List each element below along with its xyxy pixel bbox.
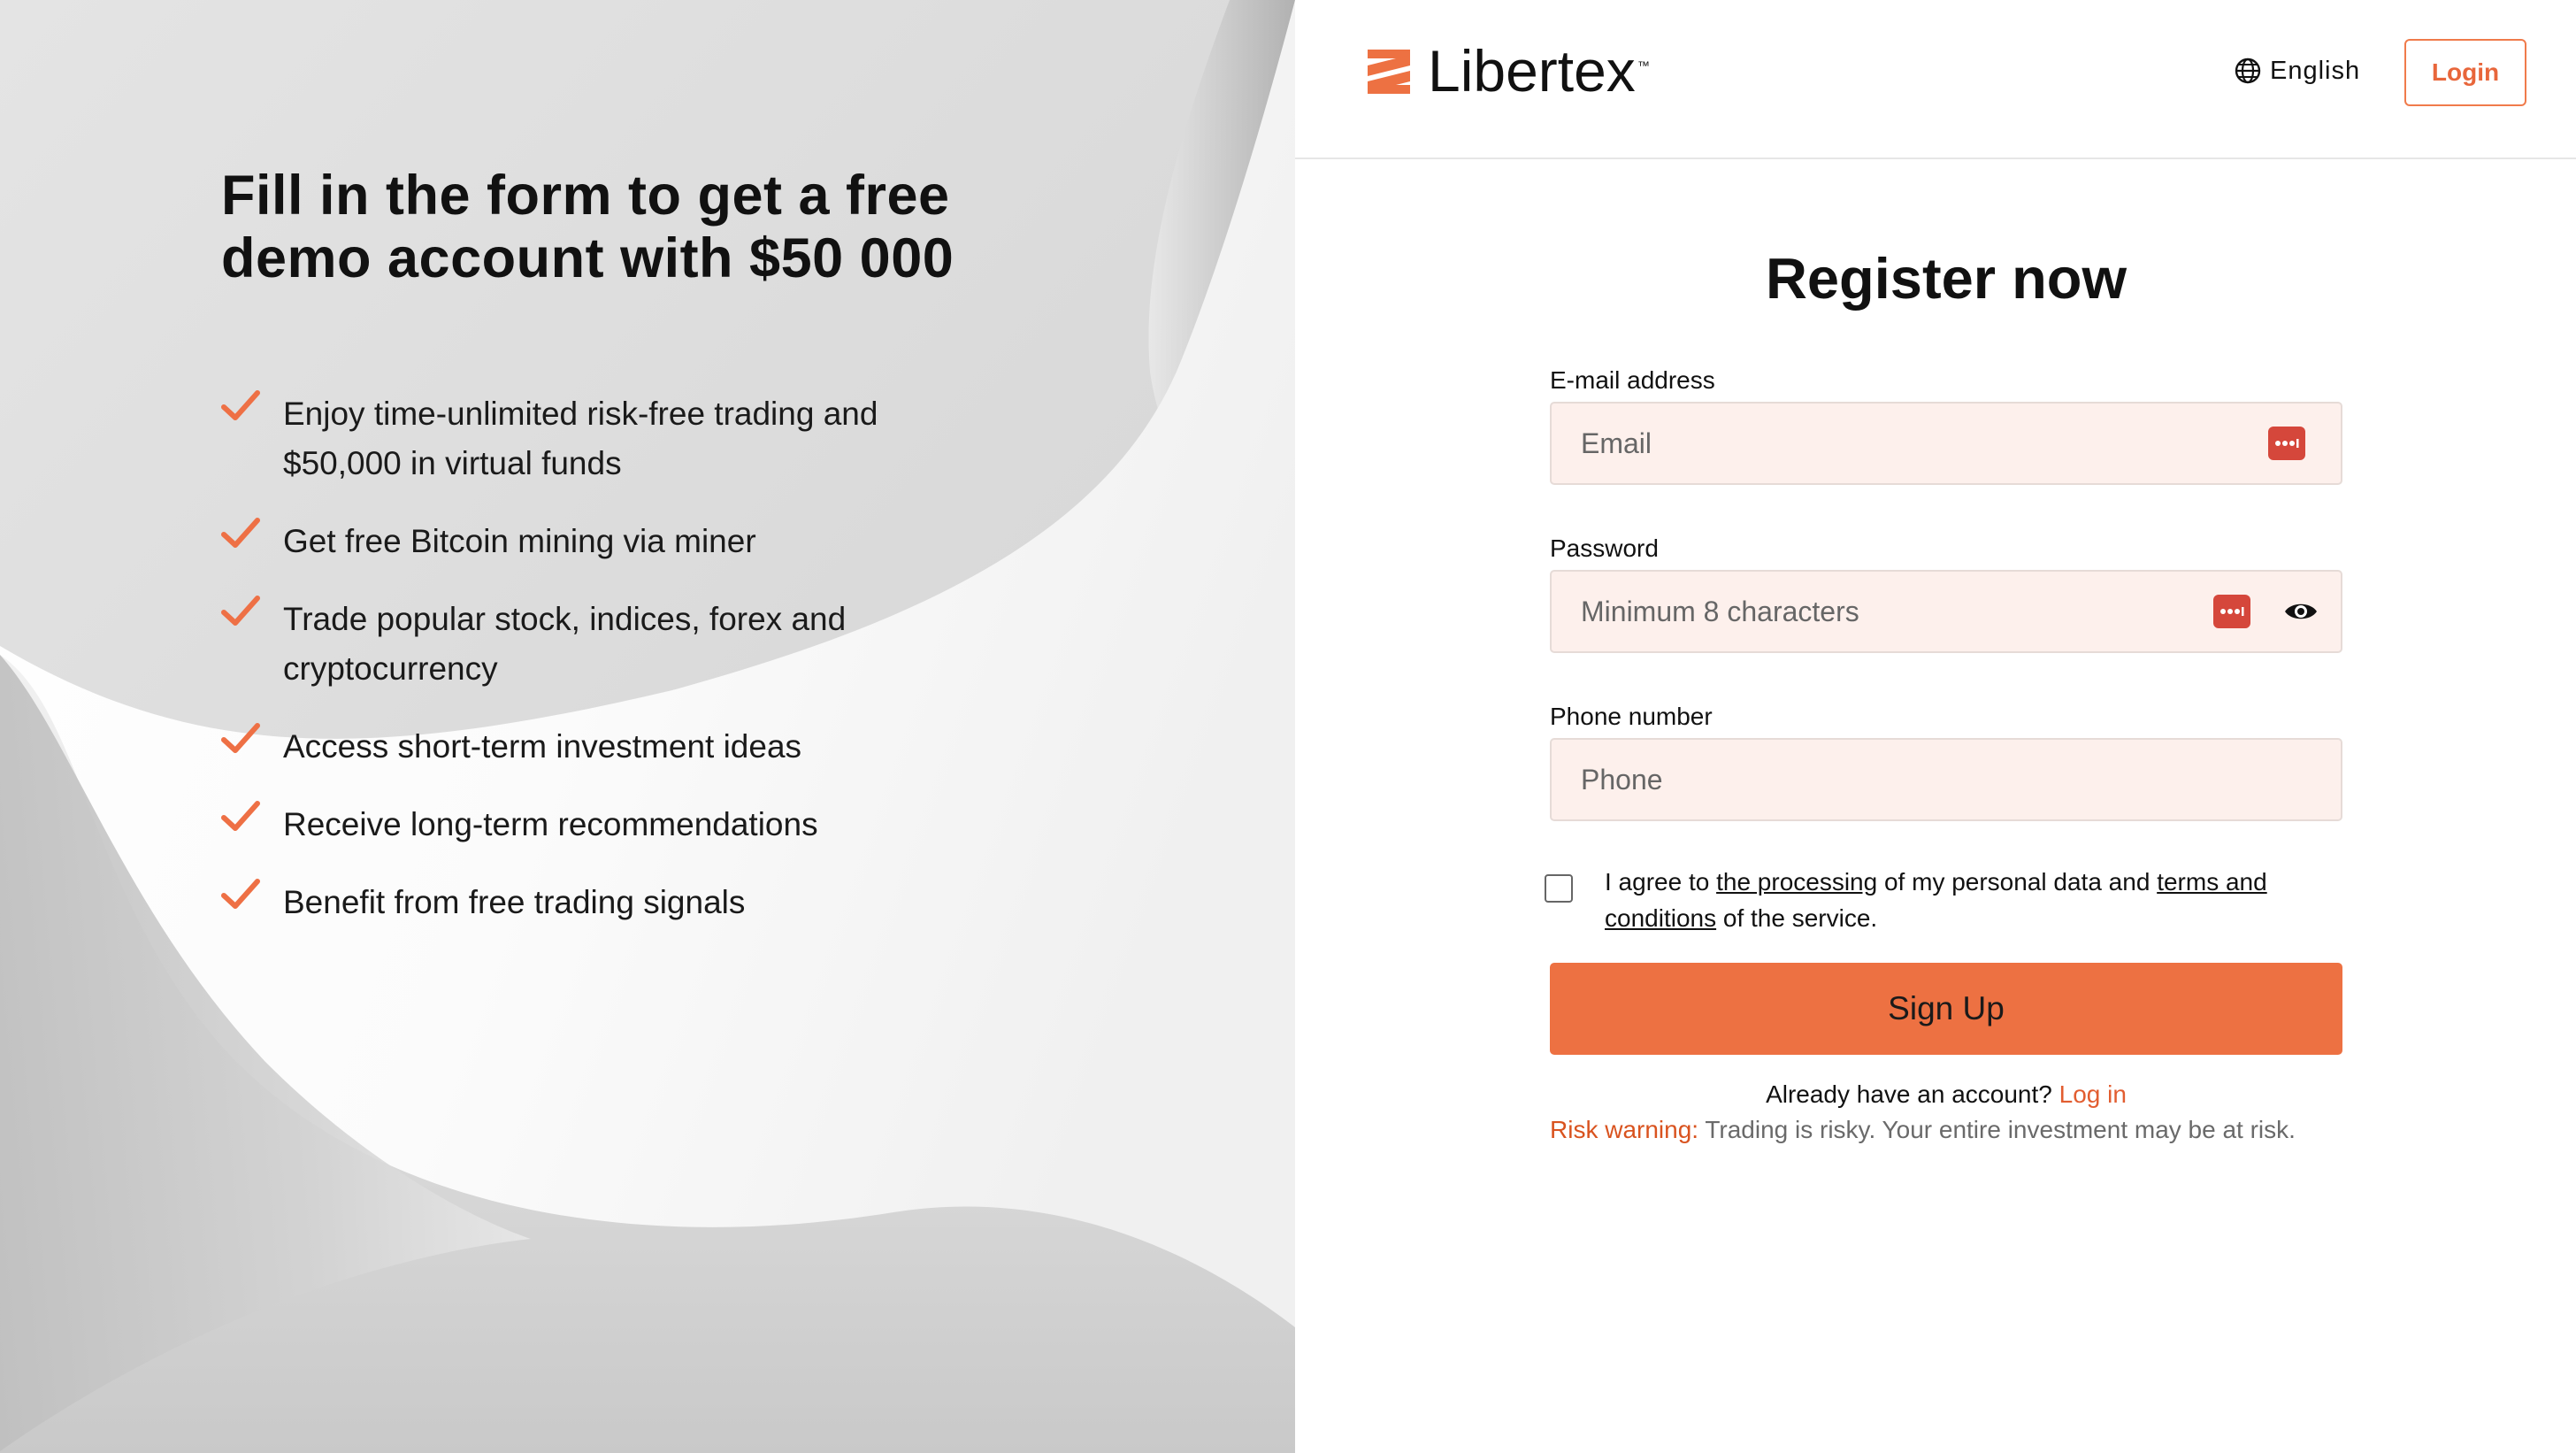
terms-link[interactable]: terms and conditions bbox=[1605, 868, 2267, 932]
promo-headline bbox=[221, 165, 1106, 290]
check-icon bbox=[221, 800, 260, 835]
check-icon bbox=[221, 878, 260, 913]
benefits-list bbox=[221, 389, 1017, 956]
benefit-item bbox=[221, 389, 1017, 488]
phone-label: Phone number bbox=[1550, 703, 1713, 730]
check-icon bbox=[221, 595, 260, 630]
password-field-group bbox=[1550, 531, 2342, 653]
email-input-wrap bbox=[1550, 402, 2342, 485]
sign-up-button[interactable]: Sign Up bbox=[1550, 963, 2342, 1055]
benefit-text: $50,000 in virtual funds bbox=[283, 445, 622, 481]
logo-trademark: ™ bbox=[1637, 58, 1650, 73]
benefit-item bbox=[221, 517, 1017, 566]
benefit-item bbox=[221, 800, 1017, 850]
processing-link[interactable]: the processing bbox=[1716, 868, 1878, 896]
phone-input[interactable] bbox=[1552, 740, 2341, 819]
benefit-text: cryptocurrency bbox=[283, 650, 498, 687]
promo-headline-line: demo account with $50 000 bbox=[221, 227, 954, 289]
benefit-item bbox=[221, 878, 1017, 927]
registration-form bbox=[1550, 239, 2342, 1143]
risk-warning-text: Trading is risky. Your entire investment may be at risk. bbox=[1698, 1116, 2296, 1143]
email-field-group bbox=[1550, 363, 2342, 485]
consent-text-part: I agree to bbox=[1605, 868, 1717, 896]
benefit-text: Trade popular stock, indices, forex and bbox=[283, 601, 847, 637]
registration-panel bbox=[1295, 0, 2576, 1453]
benefit-text: Enjoy time-unlimited risk-free trading and bbox=[283, 396, 878, 432]
check-icon bbox=[221, 722, 260, 757]
promo-headline-line: Fill in the form to get a free bbox=[221, 165, 950, 227]
check-icon bbox=[221, 389, 260, 425]
top-bar bbox=[1295, 0, 2576, 159]
risk-warning-label: Risk warning: bbox=[1550, 1116, 1699, 1143]
email-input[interactable] bbox=[1552, 404, 2341, 483]
password-manager-icon[interactable] bbox=[2213, 595, 2250, 628]
login-button[interactable]: Login bbox=[2404, 39, 2526, 106]
benefit-text: Access short-term investment ideas bbox=[283, 728, 802, 765]
consent-text-part: of the service. bbox=[1716, 904, 1878, 932]
phone-field-group bbox=[1550, 699, 2342, 821]
consent-text-part: of my personal data and bbox=[1877, 868, 2158, 896]
benefit-item bbox=[221, 595, 1017, 694]
password-label: Password bbox=[1550, 534, 1659, 562]
benefit-text: Benefit from free trading signals bbox=[283, 884, 746, 920]
risk-warning bbox=[1550, 1113, 2342, 1146]
benefit-text: Get free Bitcoin mining via miner bbox=[283, 523, 756, 559]
already-account-text: Already have an account? bbox=[1766, 1080, 2059, 1108]
benefit-text: Receive long-term recommendations bbox=[283, 806, 818, 842]
already-account-row bbox=[1550, 1078, 2342, 1111]
benefit-item bbox=[221, 722, 1017, 772]
password-manager-icon[interactable] bbox=[2268, 427, 2305, 460]
log-in-link[interactable]: Log in bbox=[2058, 1080, 2127, 1108]
form-title: Register now bbox=[1765, 246, 2128, 311]
show-password-icon[interactable] bbox=[2282, 593, 2319, 630]
check-icon bbox=[221, 517, 260, 552]
phone-input-wrap bbox=[1550, 738, 2342, 821]
email-label: E-mail address bbox=[1550, 366, 1715, 394]
password-input-wrap bbox=[1550, 570, 2342, 653]
language-label: English bbox=[2270, 56, 2361, 85]
promo-content bbox=[221, 165, 1106, 920]
language-selector[interactable] bbox=[2233, 50, 2360, 92]
logo-text: Libertex bbox=[1428, 38, 1636, 104]
consent-checkbox[interactable] bbox=[1545, 874, 1573, 903]
globe-icon bbox=[2233, 56, 2263, 86]
consent-text bbox=[1605, 864, 2330, 936]
libertex-logo-icon bbox=[1366, 46, 1412, 96]
libertex-logo[interactable] bbox=[1366, 39, 1650, 103]
